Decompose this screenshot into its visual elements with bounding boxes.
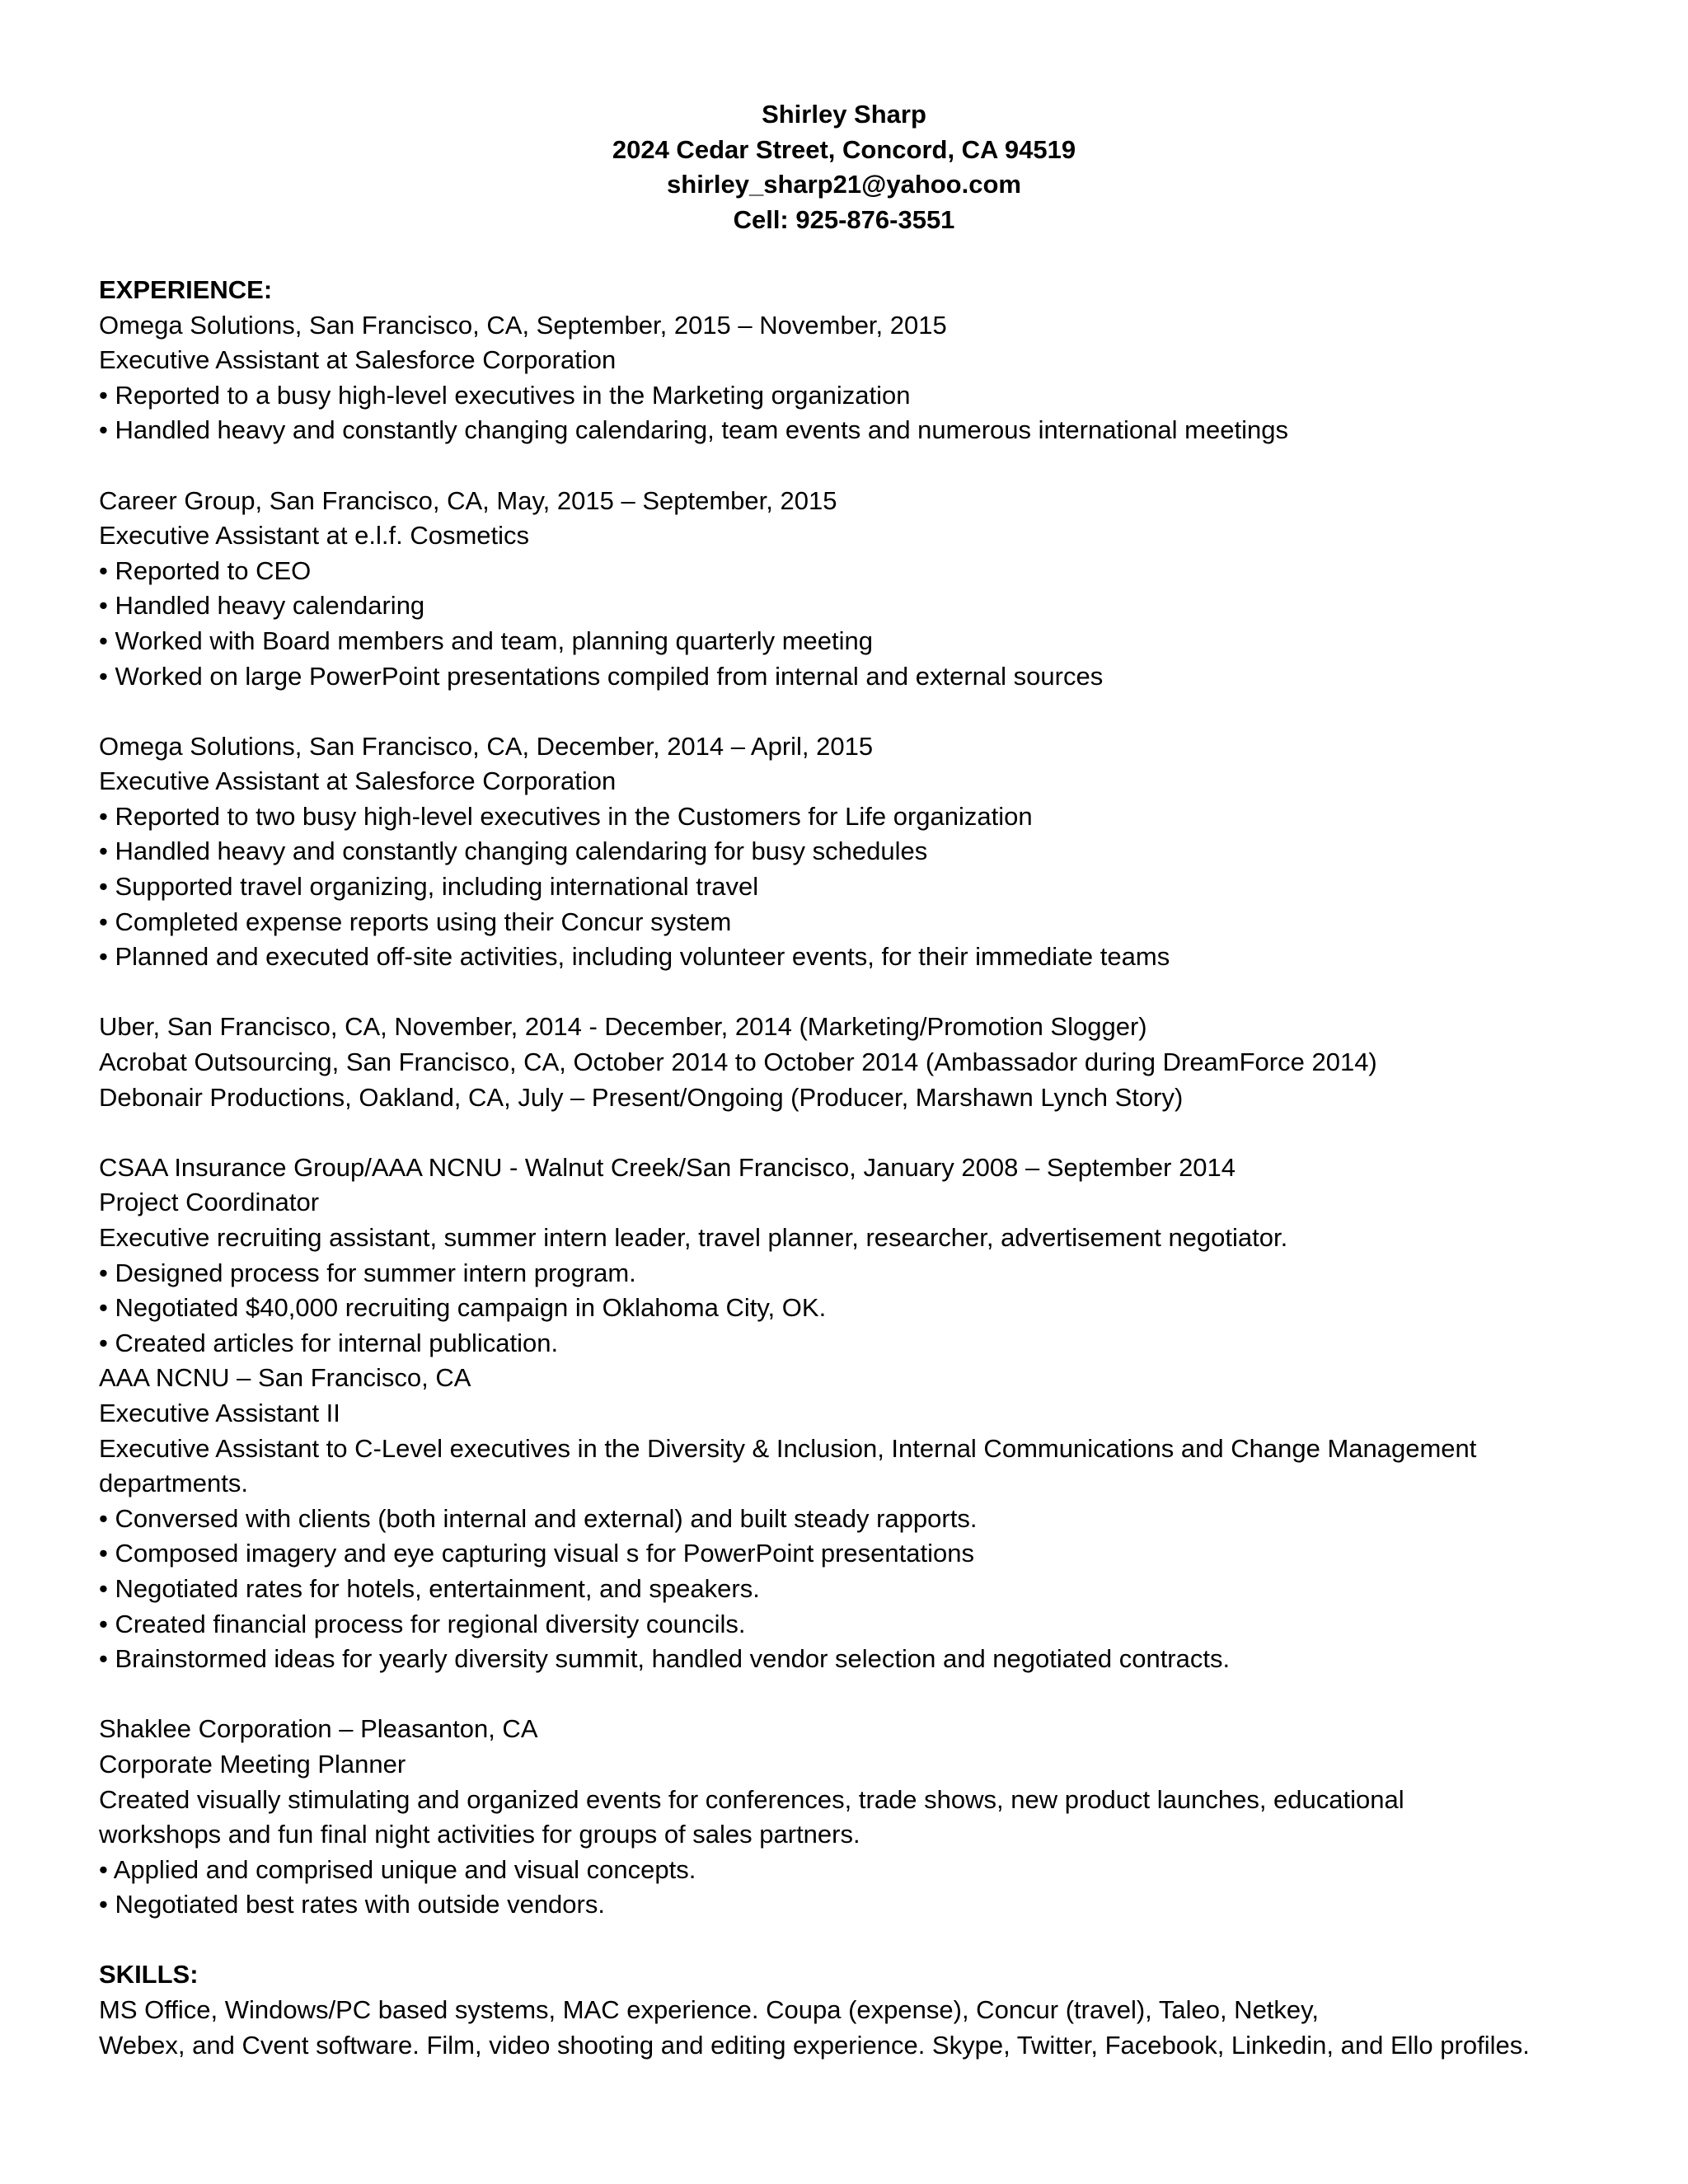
job-title-line: Project Coordinator (99, 1188, 320, 1217)
job-bullet: • Worked with Board members and team, planning quarterly meeting (99, 626, 874, 655)
applicant-address: 2024 Cedar Street, Concord, CA 94519 (612, 134, 1076, 164)
job-bullet: • Created financial process for regional diversity councils. (99, 1609, 746, 1638)
job-bullet: • Reported to CEO (99, 555, 312, 585)
job-bullet: • Created articles for internal publication. (99, 1328, 559, 1357)
job-title-line: Executive Assistant at Salesforce Corporation (99, 345, 617, 375)
applicant-email: shirley_sharp21@yahoo.com (667, 170, 1021, 199)
job-description: Executive recruiting assistant, summer intern leader, travel planner, researcher, advertisement negotiator. (99, 1223, 1288, 1252)
job-title-line: Corporate Meeting Planner (99, 1749, 406, 1779)
short-job-entry: Debonair Productions, Oakland, CA, July – Present/Ongoing (Producer, Marshawn Lynch Story) (99, 1082, 1184, 1112)
job-bullet: • Handled heavy calendaring (99, 591, 425, 621)
job-bullet: • Composed imagery and eye capturing visual s for PowerPoint presentations (99, 1539, 974, 1568)
skills-heading: SKILLS: (99, 1960, 199, 1990)
job-employer-line: Omega Solutions, San Francisco, CA, September, 2015 – November, 2015 (99, 310, 947, 340)
job-bullet: • Negotiated rates for hotels, entertainment, and speakers. (99, 1573, 760, 1603)
job-bullet: • Negotiated $40,000 recruiting campaign in Oklahoma City, OK. (99, 1293, 827, 1323)
job-employer-line: Shaklee Corporation – Pleasanton, CA (99, 1714, 538, 1744)
job-bullet: • Negotiated best rates with outside vendors. (99, 1890, 605, 1919)
job-title-line: Executive Assistant at e.l.f. Cosmetics (99, 521, 530, 551)
job-entry-omega-2014 (99, 729, 1599, 975)
resume-header (0, 97, 1688, 237)
job-bullet: • Applied and comprised unique and visual concepts. (99, 1854, 696, 1884)
short-job-entry: Acrobat Outsourcing, San Francisco, CA, October 2014 to October 2014 (Ambassador during DreamForce 2014) (99, 1047, 1377, 1077)
job-description: Created visually stimulating and organized events for conferences, trade shows, new product launches, educational workshops and fun final night activities for groups of sales partners. (99, 1784, 1404, 1849)
skills-section (99, 1957, 1599, 2063)
job-bullet: • Planned and executed off-site activities, including volunteer events, for their immediate teams (99, 942, 1170, 972)
job-employer-line: AAA NCNU – San Francisco, CA (99, 1363, 471, 1393)
job-title-line: Executive Assistant II (99, 1398, 340, 1427)
job-employer-line: CSAA Insurance Group/AAA NCNU - Walnut Creek/San Francisco, January 2008 – September 2014 (99, 1152, 1236, 1182)
resume-page (99, 97, 1599, 2063)
job-bullet: • Designed process for summer intern program. (99, 1258, 636, 1287)
job-bullet: • Worked on large PowerPoint presentations compiled from internal and external sources (99, 661, 1104, 691)
skills-line: Webex, and Cvent software. Film, video shooting and editing experience. Skype, Twitter, Facebook, Linkedin, and Ello profiles. (99, 2030, 1530, 2060)
job-bullet: • Reported to a busy high-level executives in the Marketing organization (99, 380, 911, 410)
job-entry-shaklee (99, 1712, 1599, 1923)
job-employer-line: Career Group, San Francisco, CA, May, 2015 – September, 2015 (99, 485, 837, 515)
job-title-line: Executive Assistant at Salesforce Corporation (99, 766, 617, 796)
skills-line: MS Office, Windows/PC based systems, MAC experience. Coupa (expense), Concur (travel), Taleo, Netkey, (99, 1995, 1319, 2025)
job-bullet: • Handled heavy and constantly changing calendaring, team events and numerous international meetings (99, 415, 1288, 445)
job-bullet: • Handled heavy and constantly changing calendaring for busy schedules (99, 837, 928, 866)
experience-section (99, 273, 1599, 1923)
applicant-phone: Cell: 925-876-3551 (733, 204, 955, 234)
job-bullet: • Brainstormed ideas for yearly diversity summit, handled vendor selection and negotiated contracts. (99, 1644, 1231, 1674)
job-bullet: • Reported to two busy high-level executives in the Customers for Life organization (99, 801, 1033, 831)
short-jobs-list (99, 1010, 1599, 1115)
short-job-entry: Uber, San Francisco, CA, November, 2014 - December, 2014 (Marketing/Promotion Slogger) (99, 1012, 1147, 1042)
job-entry-omega-2015 (99, 308, 1599, 448)
experience-heading: EXPERIENCE: (99, 274, 273, 304)
job-bullet: • Supported travel organizing, including international travel (99, 872, 759, 902)
job-bullet: • Completed expense reports using their Concur system (99, 907, 732, 936)
job-employer-line: Omega Solutions, San Francisco, CA, December, 2014 – April, 2015 (99, 731, 874, 761)
job-description: Executive Assistant to C-Level executives in the Diversity & Inclusion, Internal Communications and Change Management departments. (99, 1433, 1477, 1498)
job-entry-csaa (99, 1151, 1599, 1677)
job-bullet: • Conversed with clients (both internal and external) and built steady rapports. (99, 1503, 978, 1533)
job-entry-career-group (99, 484, 1599, 695)
applicant-name: Shirley Sharp (762, 100, 926, 129)
